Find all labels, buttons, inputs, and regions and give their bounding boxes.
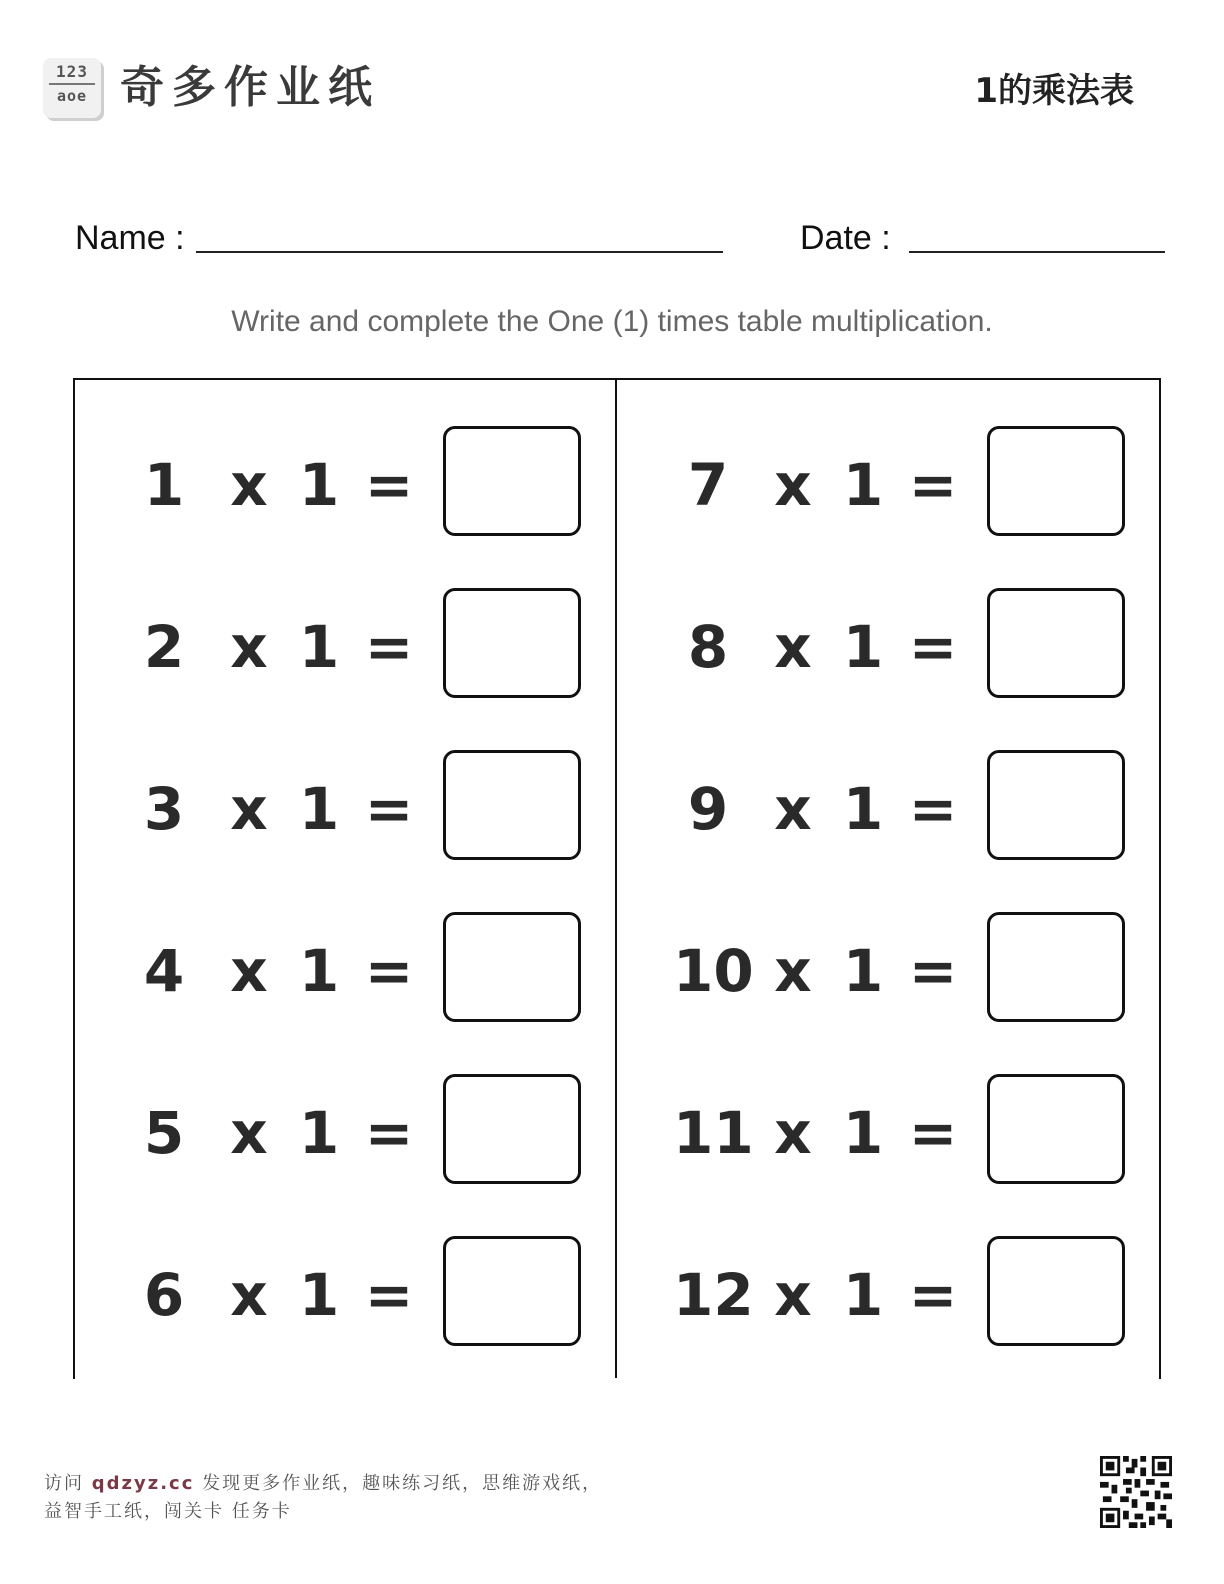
multiply-sign: x <box>774 775 812 843</box>
multiplier: 1 <box>842 937 884 1005</box>
equals-sign: = <box>364 613 414 681</box>
logo-letters: aoe <box>56 87 88 105</box>
equals-sign: = <box>908 1099 958 1167</box>
answer-box[interactable] <box>987 912 1125 1022</box>
name-label: Name : <box>75 219 185 257</box>
logo-digits: 123 <box>56 62 88 81</box>
equals-sign: = <box>364 451 414 519</box>
multiplier: 1 <box>298 1099 340 1167</box>
multiplicand: 9 <box>687 775 729 843</box>
multiplicand: 6 <box>143 1261 185 1329</box>
problem-row <box>633 702 1173 864</box>
multiplicand: 7 <box>687 451 729 519</box>
name-field[interactable] <box>196 251 723 253</box>
answer-box[interactable] <box>987 750 1125 860</box>
multiplier: 1 <box>298 937 340 1005</box>
multiply-sign: x <box>230 1099 268 1167</box>
multiply-sign: x <box>230 1261 268 1329</box>
instructions: Write and complete the One (1) times table multiplication. <box>231 305 993 338</box>
problem-row <box>633 864 1173 1026</box>
equals-sign: = <box>908 613 958 681</box>
logo-divider <box>49 83 95 85</box>
problem-row <box>633 540 1173 702</box>
problem-row <box>633 378 1173 540</box>
multiply-sign: x <box>774 937 812 1005</box>
equals-sign: = <box>364 937 414 1005</box>
brand-name: 奇多作业纸 <box>120 62 380 113</box>
problem-row <box>89 702 629 864</box>
multiplicand: 2 <box>143 613 185 681</box>
multiplicand: 12 <box>673 1261 754 1329</box>
answer-box[interactable] <box>443 1236 581 1346</box>
equals-sign: = <box>908 451 958 519</box>
multiplier: 1 <box>842 1099 884 1167</box>
multiplier: 1 <box>842 451 884 519</box>
problem-column-left <box>89 378 629 1350</box>
multiplier: 1 <box>298 613 340 681</box>
problem-column-right <box>633 378 1173 1350</box>
logo-icon <box>43 58 101 118</box>
multiplier: 1 <box>298 775 340 843</box>
equals-sign: = <box>908 937 958 1005</box>
problem-row <box>89 540 629 702</box>
multiplicand: 8 <box>687 613 729 681</box>
problem-row <box>89 1026 629 1188</box>
answer-box[interactable] <box>443 912 581 1022</box>
multiplier: 1 <box>842 613 884 681</box>
problem-row <box>89 864 629 1026</box>
multiplicand: 1 <box>143 451 185 519</box>
footer-description: 发现更多作业纸，趣味练习纸，思维游戏纸，益智手工纸，闯关卡 任务卡 <box>44 1473 603 1522</box>
answer-box[interactable] <box>987 588 1125 698</box>
answer-box[interactable] <box>987 426 1125 536</box>
page-title: 1的乘法表 <box>974 71 1134 111</box>
qr-code-icon <box>1100 1456 1172 1528</box>
equals-sign: = <box>364 1261 414 1329</box>
answer-box[interactable] <box>987 1074 1125 1184</box>
equals-sign: = <box>908 1261 958 1329</box>
multiplier: 1 <box>842 775 884 843</box>
multiply-sign: x <box>230 451 268 519</box>
problem-row <box>89 378 629 540</box>
multiply-sign: x <box>774 451 812 519</box>
answer-box[interactable] <box>987 1236 1125 1346</box>
multiply-sign: x <box>230 937 268 1005</box>
multiply-sign: x <box>774 1261 812 1329</box>
answer-box[interactable] <box>443 588 581 698</box>
multiply-sign: x <box>774 1099 812 1167</box>
multiply-sign: x <box>230 775 268 843</box>
multiplicand: 10 <box>673 937 754 1005</box>
equals-sign: = <box>908 775 958 843</box>
multiplier: 1 <box>298 451 340 519</box>
problem-row <box>633 1188 1173 1350</box>
problem-row <box>89 1188 629 1350</box>
multiply-sign: x <box>774 613 812 681</box>
multiplicand: 5 <box>143 1099 185 1167</box>
multiplicand: 4 <box>143 937 185 1005</box>
problem-row <box>633 1026 1173 1188</box>
multiplier: 1 <box>842 1261 884 1329</box>
multiplicand: 11 <box>673 1099 754 1167</box>
multiplier: 1 <box>298 1261 340 1329</box>
answer-box[interactable] <box>443 1074 581 1184</box>
answer-box[interactable] <box>443 750 581 860</box>
date-field[interactable] <box>909 251 1165 253</box>
footer-site-link[interactable]: qdzyz.cc <box>91 1473 195 1494</box>
answer-box[interactable] <box>443 426 581 536</box>
footer-prefix: 访问 <box>44 1473 92 1494</box>
multiplicand: 3 <box>143 775 185 843</box>
date-label: Date : <box>800 219 891 257</box>
multiply-sign: x <box>230 613 268 681</box>
equals-sign: = <box>364 775 414 843</box>
equals-sign: = <box>364 1099 414 1167</box>
footer-text <box>44 1470 604 1526</box>
